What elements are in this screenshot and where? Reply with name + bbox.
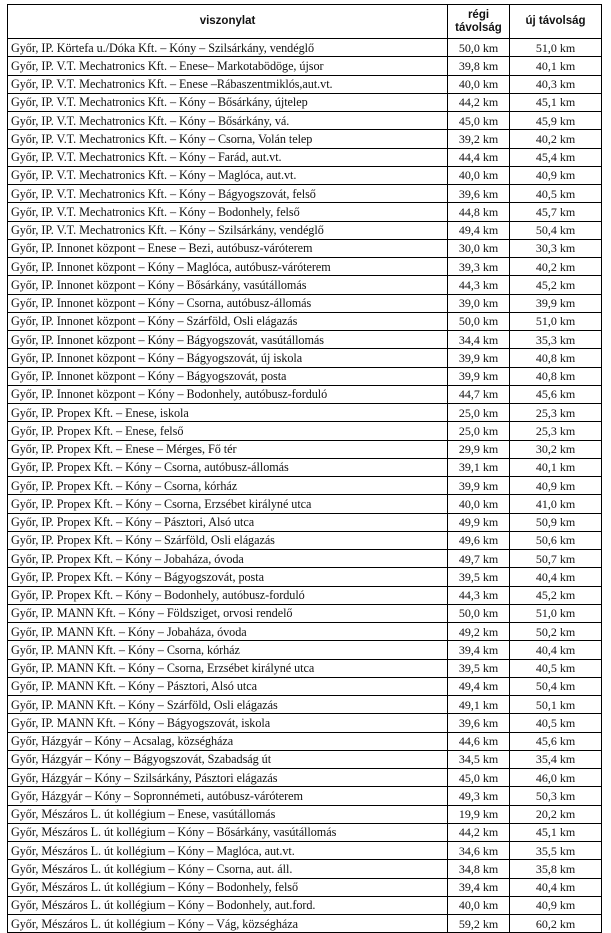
route-cell: Győr, IP. Propex Kft. – Kóny – Csorna, autóbusz-állomás — [8, 458, 448, 476]
table-row — [8, 495, 602, 513]
route-cell: Győr, IP. Innonet központ – Kóny – Csorna, autóbusz-állomás — [8, 294, 448, 312]
table-row — [8, 677, 602, 695]
new-distance-cell: 40,1 km — [510, 458, 602, 476]
table-row — [8, 404, 602, 422]
table-row — [8, 258, 602, 276]
old-distance-cell: 44,8 km — [448, 203, 510, 221]
old-distance-cell: 25,0 km — [448, 422, 510, 440]
route-cell: Győr, IP. Innonet központ – Kóny – Maglóca, autóbusz-váróterem — [8, 258, 448, 276]
route-cell: Győr, IP. V.T. Mechatronics Kft. – Kóny – Farád, aut.vt. — [8, 148, 448, 166]
new-distance-cell: 45,1 km — [510, 93, 602, 111]
route-cell: Győr, IP. Propex Kft. – Kóny – Pásztori, Alsó utca — [8, 513, 448, 531]
table-header — [8, 5, 602, 39]
route-cell: Győr, IP. Propex Kft. – Kóny – Bágyogszovát, posta — [8, 568, 448, 586]
old-distance-cell: 34,8 km — [448, 860, 510, 878]
old-distance-cell: 44,6 km — [448, 732, 510, 750]
table-row — [8, 513, 602, 531]
header-new-distance: új távolság — [510, 5, 602, 39]
route-cell: Győr, Mészáros L. út kollégium – Kóny – Bodonhely, felső — [8, 878, 448, 896]
new-distance-cell: 40,5 km — [510, 185, 602, 203]
table-row — [8, 604, 602, 622]
table-row — [8, 148, 602, 166]
new-distance-cell: 25,3 km — [510, 404, 602, 422]
table-row — [8, 696, 602, 714]
new-distance-cell: 35,3 km — [510, 331, 602, 349]
distance-table — [7, 4, 602, 933]
route-cell: Győr, IP. V.T. Mechatronics Kft. – Kóny – Bősárkány, újtelep — [8, 93, 448, 111]
old-distance-cell: 44,2 km — [448, 93, 510, 111]
old-distance-cell: 59,2 km — [448, 915, 510, 933]
old-distance-cell: 29,9 km — [448, 440, 510, 458]
old-distance-cell: 49,9 km — [448, 513, 510, 531]
route-cell: Győr, IP. MANN Kft. – Kóny – Jobaháza, óvoda — [8, 623, 448, 641]
route-cell: Győr, IP. V.T. Mechatronics Kft. – Enese– Markotabödöge, újsor — [8, 57, 448, 75]
table-row — [8, 349, 602, 367]
old-distance-cell: 30,0 km — [448, 239, 510, 257]
table-row — [8, 422, 602, 440]
table-row — [8, 550, 602, 568]
new-distance-cell: 50,1 km — [510, 696, 602, 714]
table-row — [8, 787, 602, 805]
table-row — [8, 185, 602, 203]
route-cell: Győr, Mészáros L. út kollégium – Kóny – Vág, községháza — [8, 915, 448, 933]
old-distance-cell: 39,6 km — [448, 185, 510, 203]
new-distance-cell: 40,8 km — [510, 349, 602, 367]
old-distance-cell: 44,7 km — [448, 385, 510, 403]
old-distance-cell: 44,3 km — [448, 586, 510, 604]
new-distance-cell: 39,9 km — [510, 294, 602, 312]
table-row — [8, 93, 602, 111]
table-row — [8, 112, 602, 130]
table-row — [8, 842, 602, 860]
old-distance-cell: 45,0 km — [448, 769, 510, 787]
old-distance-cell: 34,5 km — [448, 750, 510, 768]
table-row — [8, 221, 602, 239]
new-distance-cell: 46,0 km — [510, 769, 602, 787]
header-route: viszonylat — [8, 5, 448, 39]
table-row — [8, 367, 602, 385]
route-cell: Győr, Házgyár – Kóny – Bágyogszovát, Szabadság út — [8, 750, 448, 768]
old-distance-cell: 49,3 km — [448, 787, 510, 805]
old-distance-cell: 40,0 km — [448, 896, 510, 914]
route-cell: Győr, Mészáros L. út kollégium – Kóny – Bodonhely, aut.ford. — [8, 896, 448, 914]
new-distance-cell: 25,3 km — [510, 422, 602, 440]
table-row — [8, 568, 602, 586]
table-row — [8, 458, 602, 476]
route-cell: Győr, IP. Propex Kft. – Kóny – Jobaháza, óvoda — [8, 550, 448, 568]
old-distance-cell: 50,0 km — [448, 39, 510, 57]
route-cell: Győr, IP. Innonet központ – Kóny – Bősárkány, vasútállomás — [8, 276, 448, 294]
table-row — [8, 805, 602, 823]
new-distance-cell: 45,6 km — [510, 385, 602, 403]
route-cell: Győr, IP. Propex Kft. – Enese, felső — [8, 422, 448, 440]
table-row — [8, 477, 602, 495]
new-distance-cell: 40,2 km — [510, 258, 602, 276]
new-distance-cell: 30,3 km — [510, 239, 602, 257]
route-cell: Győr, Mészáros L. út kollégium – Kóny – Bősárkány, vasútállomás — [8, 823, 448, 841]
new-distance-cell: 45,1 km — [510, 823, 602, 841]
table-row — [8, 732, 602, 750]
old-distance-cell: 49,2 km — [448, 623, 510, 641]
old-distance-cell: 40,0 km — [448, 166, 510, 184]
old-distance-cell: 34,4 km — [448, 331, 510, 349]
table-row — [8, 312, 602, 330]
new-distance-cell: 35,5 km — [510, 842, 602, 860]
route-cell: Győr, IP. MANN Kft. – Kóny – Bágyogszovát, iskola — [8, 714, 448, 732]
new-distance-cell: 50,6 km — [510, 531, 602, 549]
route-cell: Győr, IP. Propex Kft. – Enese, iskola — [8, 404, 448, 422]
old-distance-cell: 25,0 km — [448, 404, 510, 422]
new-distance-cell: 40,8 km — [510, 367, 602, 385]
route-cell: Győr, IP. MANN Kft. – Kóny – Csorna, Erzsébet királyné utca — [8, 659, 448, 677]
new-distance-cell: 30,2 km — [510, 440, 602, 458]
table-row — [8, 331, 602, 349]
old-distance-cell: 39,8 km — [448, 57, 510, 75]
route-cell: Győr, IP. V.T. Mechatronics Kft. – Kóny – Maglóca, aut.vt. — [8, 166, 448, 184]
old-distance-cell: 49,7 km — [448, 550, 510, 568]
old-distance-cell: 49,1 km — [448, 696, 510, 714]
old-distance-cell: 39,5 km — [448, 659, 510, 677]
route-cell: Győr, IP. MANN Kft. – Kóny – Csorna, kórház — [8, 641, 448, 659]
route-cell: Győr, IP. MANN Kft. – Kóny – Földsziget, orvosi rendelő — [8, 604, 448, 622]
old-distance-cell: 39,6 km — [448, 714, 510, 732]
old-distance-cell: 39,4 km — [448, 878, 510, 896]
table-row — [8, 39, 602, 57]
old-distance-cell: 40,0 km — [448, 495, 510, 513]
table-row — [8, 714, 602, 732]
new-distance-cell: 40,9 km — [510, 477, 602, 495]
new-distance-cell: 35,4 km — [510, 750, 602, 768]
new-distance-cell: 51,0 km — [510, 312, 602, 330]
table-row — [8, 276, 602, 294]
table-row — [8, 294, 602, 312]
new-distance-cell: 51,0 km — [510, 604, 602, 622]
old-distance-cell: 39,3 km — [448, 258, 510, 276]
route-cell: Győr, IP. V.T. Mechatronics Kft. – Kóny – Csorna, Volán telep — [8, 130, 448, 148]
header-old-distance — [448, 5, 510, 39]
route-cell: Győr, IP. Körtefa u./Dóka Kft. – Kóny – Szilsárkány, vendéglő — [8, 39, 448, 57]
old-distance-cell: 44,2 km — [448, 823, 510, 841]
table-row — [8, 769, 602, 787]
old-distance-cell: 39,5 km — [448, 568, 510, 586]
table-row — [8, 823, 602, 841]
route-cell: Győr, Házgyár – Kóny – Sopronnémeti, autóbusz-váróterem — [8, 787, 448, 805]
new-distance-cell: 40,1 km — [510, 57, 602, 75]
old-distance-cell: 19,9 km — [448, 805, 510, 823]
new-distance-cell: 20,2 km — [510, 805, 602, 823]
table-row — [8, 623, 602, 641]
table-row — [8, 531, 602, 549]
header-row — [8, 5, 602, 39]
new-distance-cell: 45,2 km — [510, 276, 602, 294]
route-cell: Győr, Házgyár – Kóny – Szilsárkány, Pásztori elágazás — [8, 769, 448, 787]
route-cell: Győr, IP. Propex Kft. – Kóny – Bodonhely, autóbusz-forduló — [8, 586, 448, 604]
new-distance-cell: 40,4 km — [510, 878, 602, 896]
route-cell: Győr, IP. Innonet központ – Kóny – Szárföld, Osli elágazás — [8, 312, 448, 330]
old-distance-cell: 49,6 km — [448, 531, 510, 549]
route-cell: Győr, IP. V.T. Mechatronics Kft. – Kóny – Bodonhely, felső — [8, 203, 448, 221]
old-distance-cell: 34,6 km — [448, 842, 510, 860]
table-row — [8, 878, 602, 896]
table-row — [8, 860, 602, 878]
new-distance-cell: 40,5 km — [510, 659, 602, 677]
route-cell: Győr, IP. V.T. Mechatronics Kft. – Kóny – Bágyogszovát, felső — [8, 185, 448, 203]
new-distance-cell: 40,9 km — [510, 896, 602, 914]
route-cell: Győr, Házgyár – Kóny – Acsalag, községháza — [8, 732, 448, 750]
new-distance-cell: 60,2 km — [510, 915, 602, 933]
table-row — [8, 896, 602, 914]
old-distance-cell: 44,3 km — [448, 276, 510, 294]
old-distance-cell: 39,9 km — [448, 349, 510, 367]
table-body — [8, 39, 602, 933]
route-cell: Győr, IP. Innonet központ – Kóny – Bágyogszovát, új iskola — [8, 349, 448, 367]
route-cell: Győr, Mészáros L. út kollégium – Enese, vasútállomás — [8, 805, 448, 823]
route-cell: Győr, IP. Innonet központ – Enese – Bezi, autóbusz-váróterem — [8, 239, 448, 257]
new-distance-cell: 40,5 km — [510, 714, 602, 732]
route-cell: Győr, Mészáros L. út kollégium – Kóny – Csorna, aut. áll. — [8, 860, 448, 878]
route-cell: Győr, IP. MANN Kft. – Kóny – Szárföld, Osli elágazás — [8, 696, 448, 714]
table-row — [8, 130, 602, 148]
old-distance-cell: 44,4 km — [448, 148, 510, 166]
old-distance-cell: 39,9 km — [448, 367, 510, 385]
old-distance-cell: 50,0 km — [448, 604, 510, 622]
route-cell: Győr, IP. V.T. Mechatronics Kft. – Kóny – Szilsárkány, vendéglő — [8, 221, 448, 239]
old-distance-cell: 39,2 km — [448, 130, 510, 148]
new-distance-cell: 40,3 km — [510, 75, 602, 93]
table-row — [8, 586, 602, 604]
old-distance-cell: 49,4 km — [448, 221, 510, 239]
old-distance-cell: 39,0 km — [448, 294, 510, 312]
new-distance-cell: 50,2 km — [510, 623, 602, 641]
new-distance-cell: 40,4 km — [510, 641, 602, 659]
route-cell: Győr, IP. V.T. Mechatronics Kft. – Kóny – Bősárkány, vá. — [8, 112, 448, 130]
new-distance-cell: 50,4 km — [510, 221, 602, 239]
new-distance-cell: 45,7 km — [510, 203, 602, 221]
header-old-distance-line1: régi — [467, 8, 490, 21]
header-old-distance-line2: távolság — [455, 21, 502, 34]
new-distance-cell: 41,0 km — [510, 495, 602, 513]
route-cell: Győr, IP. Propex Kft. – Enese – Mérges, Fő tér — [8, 440, 448, 458]
old-distance-cell: 40,0 km — [448, 75, 510, 93]
new-distance-cell: 50,3 km — [510, 787, 602, 805]
new-distance-cell: 35,8 km — [510, 860, 602, 878]
old-distance-cell: 50,0 km — [448, 312, 510, 330]
table-row — [8, 641, 602, 659]
route-cell: Győr, IP. MANN Kft. – Kóny – Pásztori, Alsó utca — [8, 677, 448, 695]
table-row — [8, 750, 602, 768]
new-distance-cell: 45,2 km — [510, 586, 602, 604]
old-distance-cell: 39,9 km — [448, 477, 510, 495]
new-distance-cell: 45,9 km — [510, 112, 602, 130]
new-distance-cell: 50,4 km — [510, 677, 602, 695]
old-distance-cell: 39,1 km — [448, 458, 510, 476]
new-distance-cell: 40,4 km — [510, 568, 602, 586]
new-distance-cell: 45,6 km — [510, 732, 602, 750]
new-distance-cell: 45,4 km — [510, 148, 602, 166]
route-cell: Győr, IP. V.T. Mechatronics Kft. – Enese –Rábaszentmiklós,aut.vt. — [8, 75, 448, 93]
new-distance-cell: 40,2 km — [510, 130, 602, 148]
new-distance-cell: 50,7 km — [510, 550, 602, 568]
old-distance-cell: 49,4 km — [448, 677, 510, 695]
route-cell: Győr, IP. Propex Kft. – Kóny – Csorna, kórház — [8, 477, 448, 495]
route-cell: Győr, IP. Innonet központ – Kóny – Bágyogszovát, posta — [8, 367, 448, 385]
route-cell: Győr, IP. Innonet központ – Kóny – Bodonhely, autóbusz-forduló — [8, 385, 448, 403]
new-distance-cell: 40,9 km — [510, 166, 602, 184]
table-row — [8, 385, 602, 403]
table-row — [8, 239, 602, 257]
route-cell: Győr, IP. Propex Kft. – Kóny – Csorna, Erzsébet királyné utca — [8, 495, 448, 513]
table-row — [8, 203, 602, 221]
new-distance-cell: 50,9 km — [510, 513, 602, 531]
table-row — [8, 915, 602, 933]
table-row — [8, 659, 602, 677]
route-cell: Győr, Mészáros L. út kollégium – Kóny – Maglóca, aut.vt. — [8, 842, 448, 860]
table-row — [8, 166, 602, 184]
table-row — [8, 57, 602, 75]
new-distance-cell: 51,0 km — [510, 39, 602, 57]
old-distance-cell: 39,4 km — [448, 641, 510, 659]
table-row — [8, 75, 602, 93]
table-row — [8, 440, 602, 458]
route-cell: Győr, IP. Innonet központ – Kóny – Bágyogszovát, vasútállomás — [8, 331, 448, 349]
route-cell: Győr, IP. Propex Kft. – Kóny – Szárföld, Osli elágazás — [8, 531, 448, 549]
old-distance-cell: 45,0 km — [448, 112, 510, 130]
